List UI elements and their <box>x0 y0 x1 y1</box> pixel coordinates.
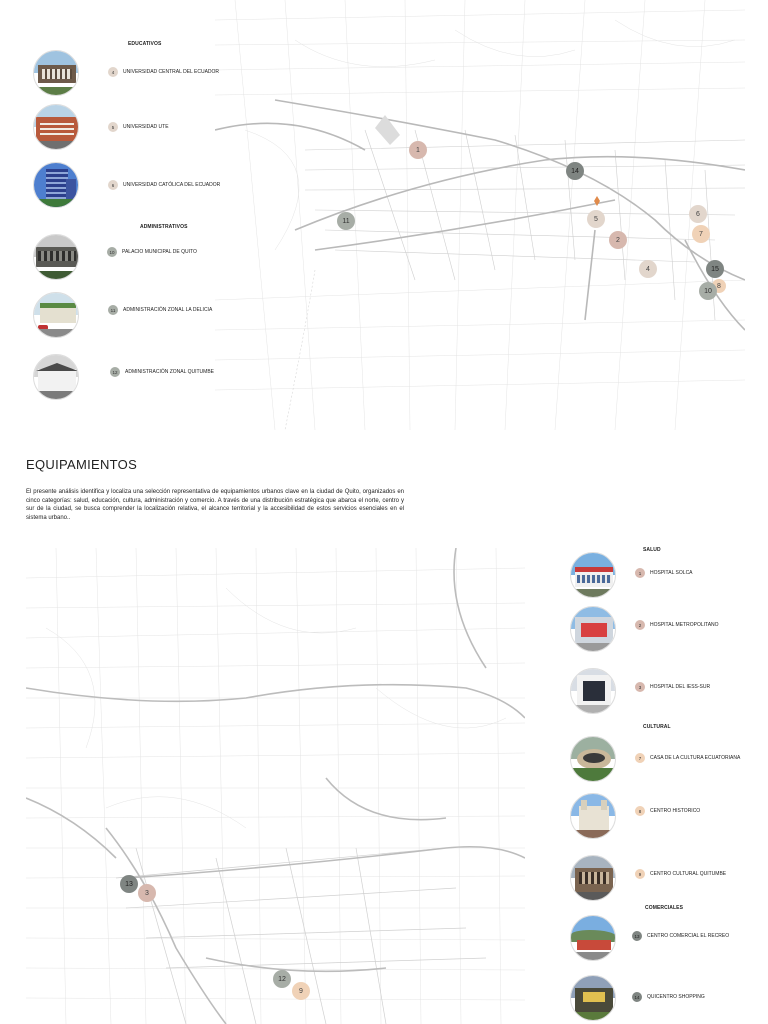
map-marker[interactable]: 9 <box>292 982 310 1000</box>
legend-item-1 <box>635 568 693 578</box>
south-map-streets <box>26 548 525 1024</box>
legend-number: 10 <box>107 247 117 257</box>
legend-title-comerciales: COMERCIALES <box>645 905 684 911</box>
legend-number: 3 <box>635 682 645 692</box>
legend-item-7 <box>635 753 740 763</box>
legend-number: 1 <box>635 568 645 578</box>
legend-number: 7 <box>635 753 645 763</box>
north-map-streets <box>215 0 745 430</box>
map-marker[interactable]: 7 <box>692 225 710 243</box>
legend-item-9 <box>635 869 726 879</box>
legend-title-cultural: CULTURAL <box>643 724 671 730</box>
page-title: EQUIPAMIENTOS <box>26 457 138 472</box>
legend-item-13 <box>632 931 729 941</box>
legend-item-11 <box>108 305 212 315</box>
legend-label: UNIVERSIDAD CENTRAL DEL ECUADOR <box>123 69 220 75</box>
legend-label: QUICENTRO SHOPPING <box>647 994 705 1000</box>
legend-label: HOSPITAL SOLCA <box>650 570 693 576</box>
legend-item-4 <box>108 67 219 77</box>
map-marker[interactable]: 15 <box>706 260 724 278</box>
legend-label: HOSPITAL METROPOLITANO <box>650 622 719 628</box>
legend-number: 9 <box>635 869 645 879</box>
legend-number: 4 <box>108 67 118 77</box>
map-marker[interactable]: 4 <box>639 260 657 278</box>
legend-item-12 <box>110 367 214 377</box>
legend-label: UNIVERSIDAD CATÓLICA DEL ECUADOR <box>123 182 221 188</box>
legend-label: UNIVERSIDAD UTE <box>123 124 169 130</box>
legend-label: PALACIO MUNICIPAL DE QUITO <box>122 249 197 255</box>
legend-number: 8 <box>635 806 645 816</box>
legend-number: 6 <box>108 180 118 190</box>
university-catolica-photo <box>33 162 79 208</box>
map-marker[interactable]: 3 <box>138 884 156 902</box>
south-map[interactable] <box>26 548 525 1024</box>
legend-item-10 <box>107 247 197 257</box>
legend-label: CENTRO HISTORICO <box>650 808 701 814</box>
location-pin-icon <box>593 196 601 206</box>
legend-number: 14 <box>632 992 642 1002</box>
casa-cultura-photo <box>570 736 616 782</box>
legend-label: ADMINISTRACIÓN ZONAL LA DELICIA <box>123 307 213 313</box>
intro-paragraph: El presente análisis identifica y localiza una selección representativa de equipamientos urbanos clave en la ciudad de Quito, organizados en cinco categorías: salud, educación, cultura, administración y comercio. A través de una distribución estratégica que abarca el norte, centro y sur de la ciudad, se busca comprender la localización relativa, el alcance territorial y la accesibilidad de estos servicios esenciales en el sistema urbano.. <box>26 489 404 521</box>
map-marker[interactable]: 2 <box>609 231 627 249</box>
cc-el-recreo-photo <box>570 915 616 961</box>
legend-item-8 <box>635 806 700 816</box>
map-marker[interactable]: 13 <box>120 875 138 893</box>
legend-item-6 <box>108 180 220 190</box>
legend-title-educativos: EDUCATIVOS <box>128 41 162 47</box>
university-central-photo <box>33 50 79 96</box>
palacio-municipal-photo <box>33 234 79 280</box>
legend-number: 5 <box>108 122 118 132</box>
map-marker[interactable]: 14 <box>566 162 584 180</box>
centro-historico-photo <box>570 793 616 839</box>
map-marker[interactable]: 10 <box>699 282 717 300</box>
map-marker[interactable]: 11 <box>337 212 355 230</box>
hospital-iess-sur-photo <box>570 668 616 714</box>
quicentro-shopping-photo <box>570 975 616 1021</box>
legend-label: CASA DE LA CULTURA ECUATORIANA <box>650 755 741 761</box>
map-marker[interactable]: 8 <box>712 279 726 293</box>
hospital-metropolitano-photo <box>570 606 616 652</box>
admin-la-delicia-photo <box>33 292 79 338</box>
legend-number: 11 <box>108 305 118 315</box>
legend-number: 12 <box>110 367 120 377</box>
north-map[interactable] <box>215 0 745 430</box>
map-marker[interactable]: 1 <box>409 141 427 159</box>
legend-title-salud: SALUD <box>643 547 661 553</box>
legend-title-administrativos: ADMINISTRATIVOS <box>140 224 188 230</box>
legend-number: 2 <box>635 620 645 630</box>
map-marker[interactable]: 5 <box>587 210 605 228</box>
map-marker[interactable]: 12 <box>273 970 291 988</box>
legend-item-5 <box>108 122 169 132</box>
centro-cultural-quitumbe-photo <box>570 855 616 901</box>
legend-item-2 <box>635 620 719 630</box>
legend-item-14 <box>632 992 705 1002</box>
legend-number: 13 <box>632 931 642 941</box>
map-marker[interactable]: 6 <box>689 205 707 223</box>
university-ute-photo <box>33 104 79 150</box>
legend-label: HOSPITAL DEL IESS-SUR <box>650 684 711 690</box>
legend-item-3 <box>635 682 710 692</box>
legend-label: ADMINISTRACIÓN ZONAL QUITUMBE <box>125 369 214 375</box>
legend-label: CENTRO COMERCIAL EL RECREO <box>647 933 730 939</box>
legend-label: CENTRO CULTURAL QUITUMBE <box>650 871 727 877</box>
admin-quitumbe-photo <box>33 354 79 400</box>
hospital-solca-photo <box>570 552 616 598</box>
